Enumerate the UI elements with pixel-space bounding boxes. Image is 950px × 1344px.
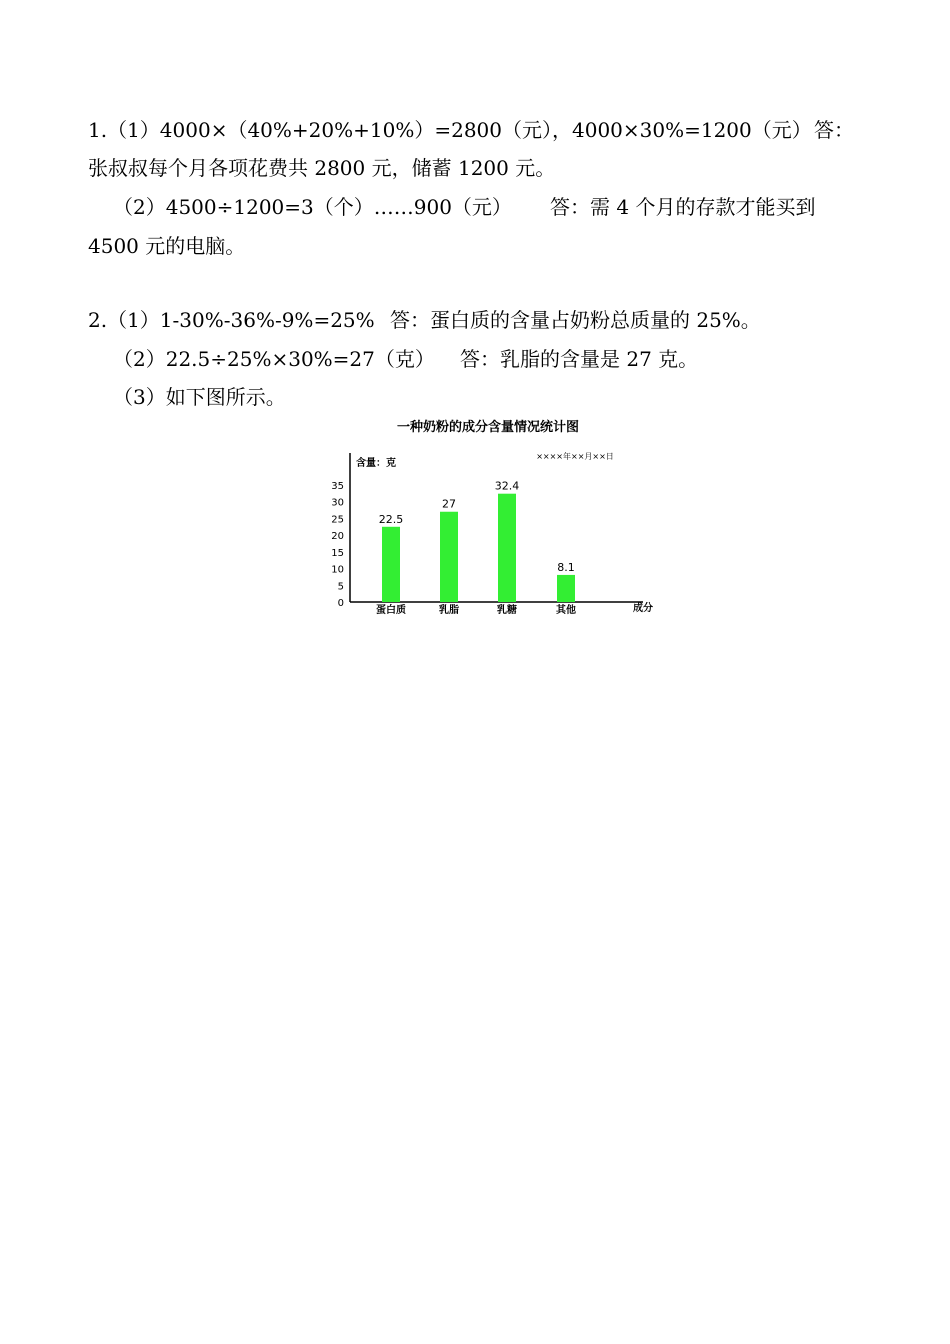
q2-part3-text: （3）如下图所示。	[113, 385, 286, 409]
q2-equation: 2.（1）1-30%-36%-9%=25%	[88, 308, 375, 332]
bar-value-label: 32.4	[494, 479, 520, 493]
bar-chart	[318, 413, 658, 623]
bar-value-label: 27	[442, 497, 456, 511]
q1-line2	[0, 148, 950, 188]
q1-line4	[0, 226, 950, 266]
q1-equation: 1.（1）4000×（40%+20%+10%）=2800（元），4000×30%=1200（元）	[88, 118, 812, 142]
q1-part2-answer: 答：需 4 个月的存款才能买到	[550, 195, 816, 219]
y-tick-label: 5	[337, 581, 344, 593]
y-tick-label: 15	[331, 547, 344, 559]
q1-part2-answer-cont: 4500 元的电脑。	[88, 234, 246, 258]
y-tick-label: 20	[331, 531, 344, 543]
y-tick-label: 25	[331, 514, 344, 526]
y-tick-label: 10	[331, 564, 344, 576]
bar-2	[440, 512, 458, 602]
chart-ylabel: 含量：克	[356, 458, 396, 469]
q2-line1	[0, 300, 950, 340]
bar-value-label: 8.1	[557, 560, 575, 574]
category-label: 乳糖	[497, 605, 517, 616]
bar-3	[498, 494, 516, 602]
q1-line3	[0, 187, 950, 227]
y-tick-label: 30	[331, 497, 344, 509]
chart-xlabel: 成分	[633, 603, 653, 614]
q1-answer-label: 答：	[814, 118, 854, 142]
chart-title: 一种奶粉的成分含量情况统计图	[396, 420, 580, 435]
bar-value-label: 22.5	[378, 512, 404, 526]
y-tick-label: 0	[337, 598, 344, 609]
chart-date: ××××年××月××日	[536, 452, 614, 461]
category-label: 其他	[556, 605, 576, 616]
q1-answer-text: 张叔叔每个月各项花费共 2800 元，储蓄 1200 元。	[88, 156, 556, 180]
category-label: 乳脂	[439, 605, 459, 616]
q1-line1	[0, 110, 950, 150]
q2-part2-answer: 答：乳脂的含量是 27 克。	[460, 347, 699, 371]
q1-part2-equation: （2）4500÷1200=3（个）……900（元）	[113, 195, 512, 219]
y-tick-label: 35	[331, 481, 344, 492]
q2-part2-equation: （2）22.5÷25%×30%=27（克）	[113, 347, 435, 371]
bar-1	[382, 527, 400, 602]
q2-line3	[0, 377, 950, 417]
q2-answer: 答：蛋白质的含量占奶粉总质量的 25%。	[390, 308, 761, 332]
category-label: 蛋白质	[376, 605, 406, 616]
q2-line2	[0, 339, 950, 379]
bar-4	[557, 575, 575, 602]
